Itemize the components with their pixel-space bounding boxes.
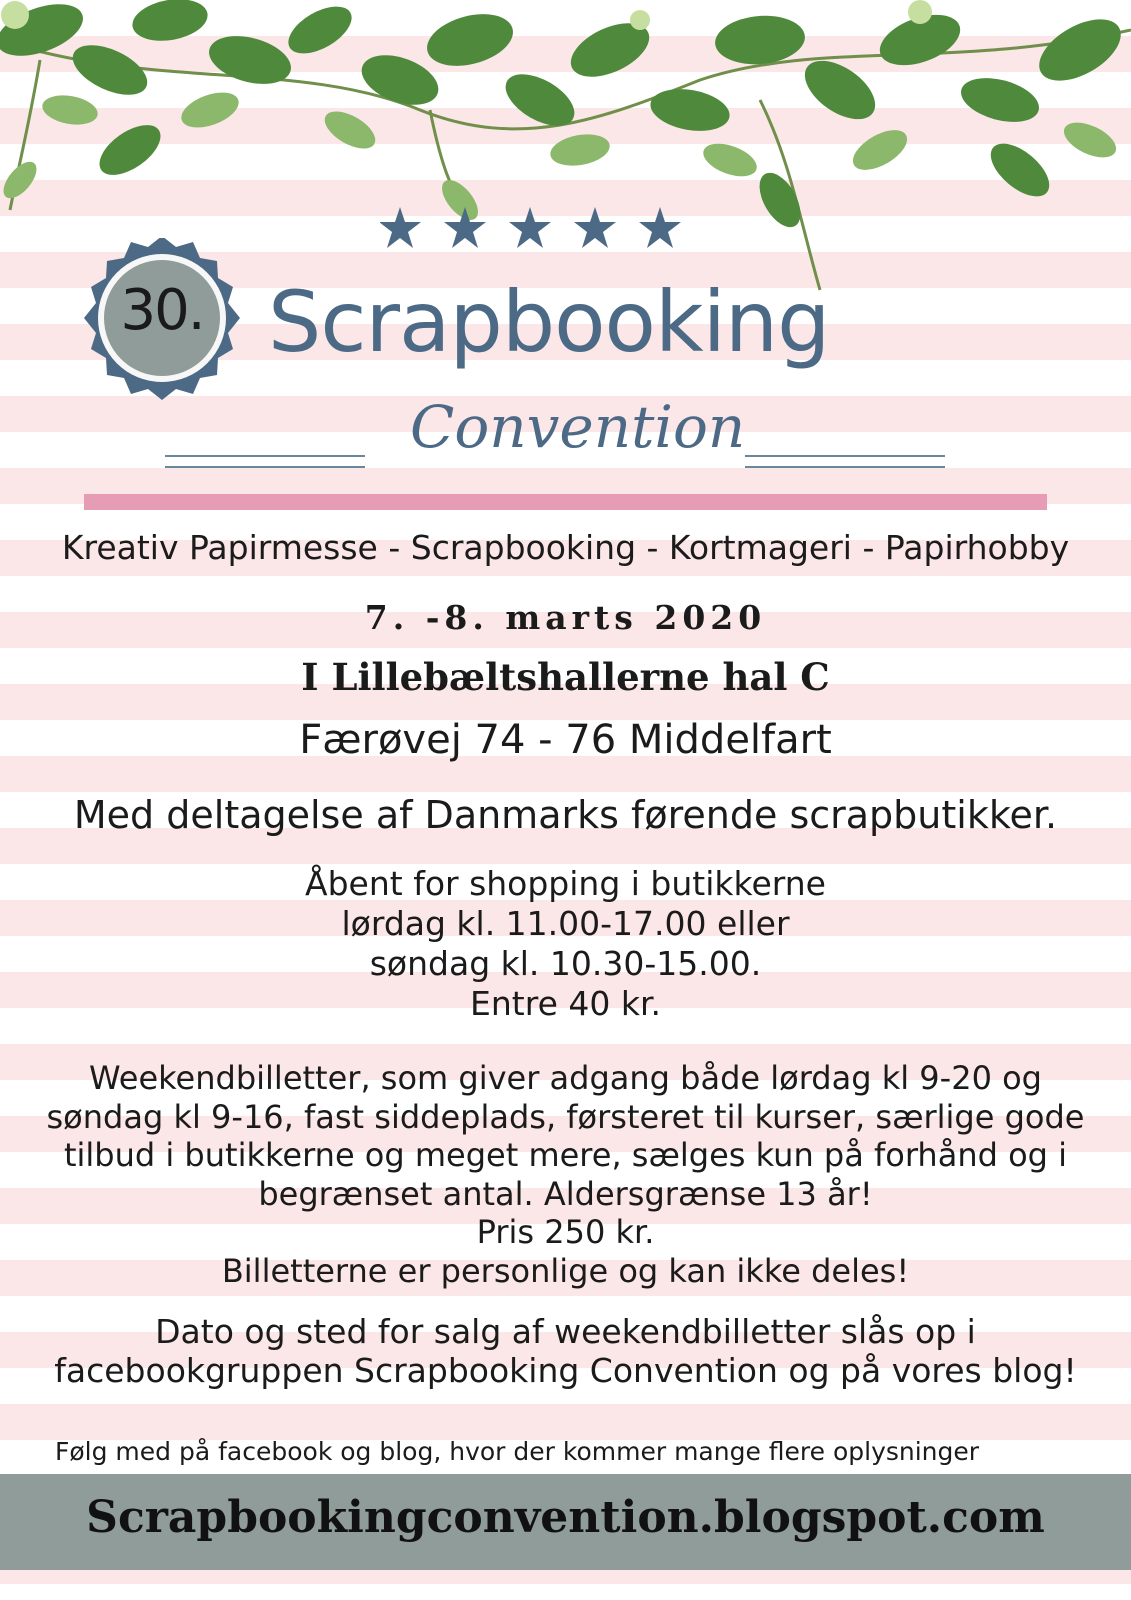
follow-text: Følg med på facebook og blog, hvor der kommer mange flere oplysninger: [55, 1437, 980, 1466]
weekend-tickets: [0, 1059, 1131, 1290]
weekend-line: Pris 250 kr.: [476, 1213, 655, 1251]
sale-line: Dato og sted for salg af weekendbilletter slås op i: [155, 1312, 976, 1351]
star-icon: [509, 207, 551, 248]
tagline: Kreativ Papirmesse - Scrapbooking - Kortmageri - Papirhobby: [61, 528, 1070, 567]
star-icon: [574, 207, 616, 248]
event-subtitle: Convention: [410, 393, 746, 461]
rating-stars: [380, 205, 700, 255]
participation-text: Med deltagelse af Danmarks førende scrapbutikker.: [73, 793, 1058, 837]
badge-number: 30.: [120, 278, 204, 343]
opening-line: Entre 40 kr.: [470, 984, 661, 1023]
weekend-line: søndag kl 9-16, fast siddeplads, førsteret til kurser, særlige gode: [46, 1097, 1085, 1136]
star-icon: [380, 207, 421, 248]
star-icon: [444, 207, 486, 248]
sale-line: facebookgruppen Scrapbooking Convention og på vores blog!: [54, 1351, 1077, 1390]
opening-line: søndag kl. 10.30-15.00.: [369, 944, 762, 983]
footer-band: [0, 1474, 1131, 1570]
weekend-line: Billetterne er personlige og kan ikke deles!: [221, 1251, 910, 1290]
weekend-line: Weekendbilletter, som giver adgang både lørdag kl 9-20 og: [89, 1059, 1042, 1097]
opening-hours: [0, 864, 1131, 1024]
event-venue: I Lillebæltshallerne hal C: [301, 655, 830, 699]
event-title: Scrapbooking: [268, 273, 830, 371]
opening-line: Åbent for shopping i butikkerne: [305, 864, 826, 903]
opening-line: lørdag kl. 11.00-17.00 eller: [341, 904, 790, 943]
sale-info: [0, 1312, 1131, 1390]
star-icon: [639, 207, 681, 248]
divider-left: [165, 455, 365, 468]
blog-url-link[interactable]: Scrapbookingconvention.blogspot.com: [86, 1492, 1045, 1543]
accent-bar: [84, 494, 1047, 510]
event-date: 7. -8. marts 2020: [364, 598, 767, 637]
weekend-line: begrænset antal. Aldersgrænse 13 år!: [258, 1174, 873, 1213]
divider-right: [745, 455, 945, 468]
event-address: Færøvej 74 - 76 Middelfart: [299, 717, 832, 763]
weekend-line: tilbud i butikkerne og meget mere, sælges kun på forhånd og i: [63, 1136, 1068, 1174]
